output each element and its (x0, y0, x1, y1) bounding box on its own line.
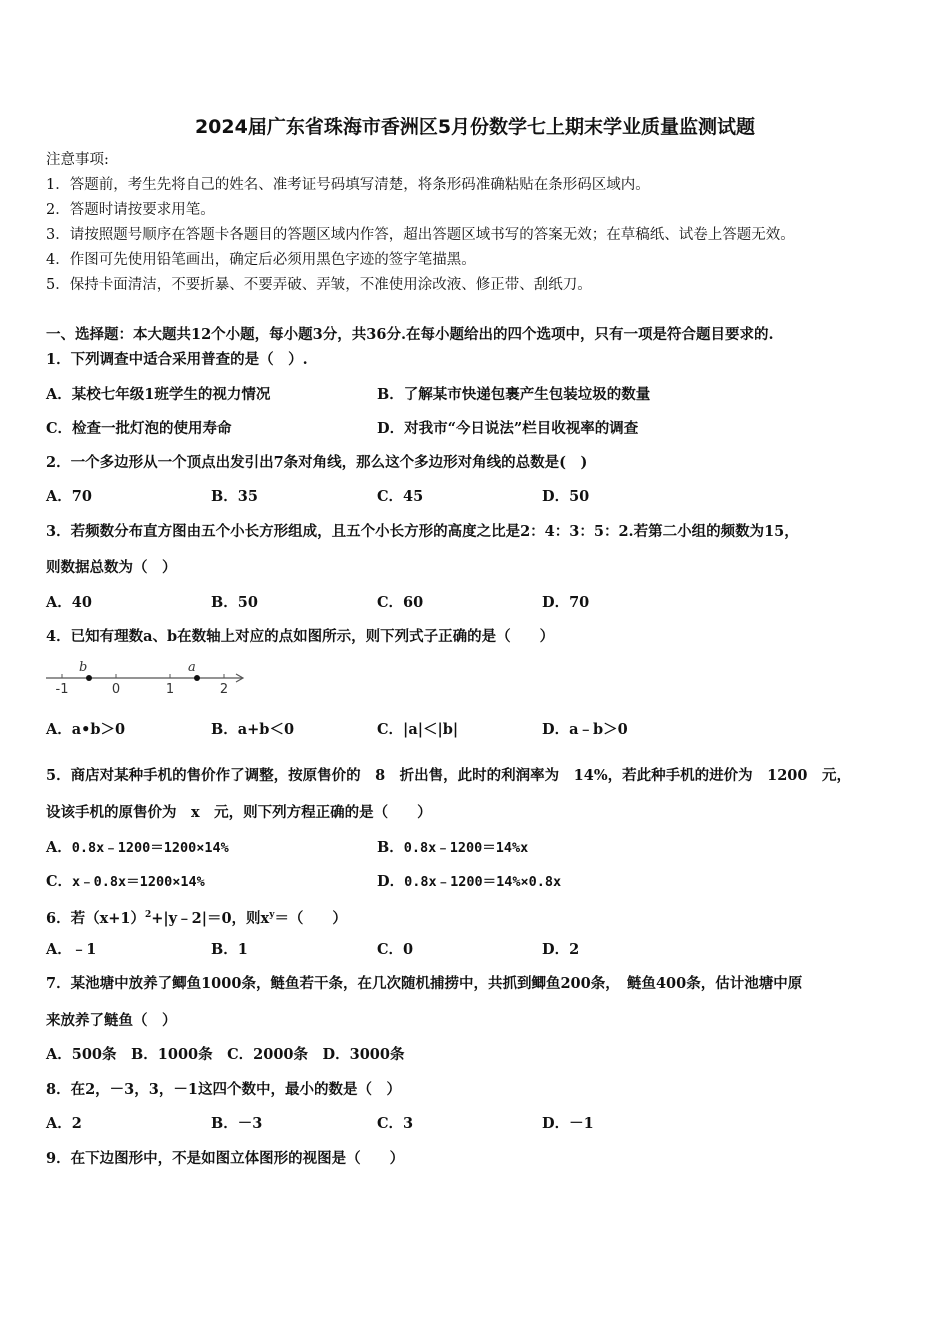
notes-heading: 注意事项: (46, 152, 109, 168)
q3-option-c: C．60 (377, 594, 424, 611)
number-line-figure (44, 654, 254, 698)
notes-item: 4．作图可先使用铅笔画出，确定后必须用黑色字迹的签字笔描黑。 (46, 252, 476, 268)
q8-option-d: D．－1 (542, 1115, 594, 1132)
q8-option-c: C．3 (377, 1115, 414, 1132)
number-line-tick-label: -1 (55, 682, 69, 697)
q6-exponent: y (269, 910, 275, 920)
q5-option-b-label: B． (377, 839, 404, 856)
q8-option-a: A．2 (46, 1115, 82, 1132)
number-line-tick-label: 0 (111, 682, 121, 697)
q2-option-a: A．70 (46, 488, 92, 505)
q5-option-b (377, 838, 528, 858)
point-b (86, 675, 92, 681)
q6-stem-part: ＝（ ） (274, 909, 347, 927)
q4-option-d: D．a﹣b＞0 (542, 721, 628, 738)
q4-option-a: A．a•b＞0 (46, 721, 126, 738)
question-7-stem-cont: 来放养了鲢鱼（ ） (46, 1012, 177, 1029)
q5-option-a (46, 838, 229, 858)
q1-option-d: D．对我市“今日说法”栏目收视率的调查 (377, 420, 639, 437)
q2-option-d: D．50 (542, 488, 590, 505)
point-a-label: a (188, 660, 196, 675)
number-line-tick-label: 1 (165, 682, 175, 697)
q3-option-b: B．50 (211, 594, 258, 611)
page-title: 2024届广东省珠海市香洲区5月份数学七上期末学业质量监测试题 (194, 116, 756, 138)
q5-option-d (377, 872, 561, 892)
q5-option-c-text: x﹣0.8x＝1200×14% (72, 874, 205, 890)
question-3-stem-cont: 则数据总数为（ ） (46, 559, 177, 576)
q3-option-d: D．70 (542, 594, 590, 611)
q4-option-b: B．a+b＜0 (211, 721, 295, 738)
notes-item: 1．答题前，考生先将自己的姓名、准考证号码填写清楚，将条形码准确粘贴在条形码区域内。 (46, 177, 650, 193)
q8-option-b: B．－3 (211, 1115, 263, 1132)
q1-option-c: C．检查一批灯泡的使用寿命 (46, 420, 232, 437)
q7-options: A．500条 B．1000条 C．2000条 D．3000条 (46, 1046, 405, 1063)
question-4-stem: 4．已知有理数a、b在数轴上对应的点如图所示，则下列式子正确的是（ ） (46, 628, 555, 645)
q5-option-a-label: A． (46, 839, 72, 856)
q5-option-b-text: 0.8x﹣1200＝14%x (403, 840, 529, 856)
q6-stem-part: +|y﹣2|＝0，则x (151, 909, 270, 927)
question-6-stem (46, 905, 347, 929)
section-heading: 一、选择题：本大题共12个小题，每小题3分，共36分.在每小题给出的四个选项中，只有一项是符合题目要求的. (46, 326, 774, 343)
question-9-stem: 9．在下边图形中，不是如图立体图形的视图是（ ） (46, 1150, 405, 1167)
notes-item: 2．答题时请按要求用笔。 (46, 202, 215, 218)
question-2-stem: 2．一个多边形从一个顶点出发引出7条对角线，那么这个多边形对角线的总数是( ) (46, 454, 588, 471)
q5-option-d-label: D． (377, 873, 405, 890)
q4-option-c: C．|a|＜|b| (377, 721, 459, 738)
q2-option-c: C．45 (377, 488, 424, 505)
point-b-label: b (79, 660, 88, 675)
q5-option-c (46, 872, 205, 892)
question-3-stem: 3．若频数分布直方图由五个小长方形组成，且五个小长方形的高度之比是2：4：3：5：2.若第二小组的频数为15， (46, 523, 799, 540)
q2-option-b: B．35 (211, 488, 258, 505)
question-7-stem: 7．某池塘中放养了鲫鱼1000条，鲢鱼若干条，在几次随机捕捞中，共抓到鲫鱼200条， 鲢鱼400条，估计池塘中原 (46, 975, 803, 992)
q5-option-c-label: C． (46, 873, 73, 890)
q6-option-d: D．2 (542, 941, 580, 958)
number-line-tick-label: 2 (219, 682, 229, 697)
question-8-stem: 8．在2，－3，3，－1这四个数中，最小的数是（ ） (46, 1081, 401, 1098)
question-1-stem: 1．下列调查中适合采用普查的是（ ）. (46, 351, 308, 368)
q6-option-a: A．﹣1 (46, 941, 97, 958)
q6-exponent: 2 (144, 910, 152, 920)
q1-option-a: A．某校七年级1班学生的视力情况 (46, 386, 271, 403)
q6-option-c: C．0 (377, 941, 414, 958)
q6-option-b: B．1 (211, 941, 248, 958)
notes-item: 3．请按照题号顺序在答题卡各题目的答题区域内作答，超出答题区域书写的答案无效；在草稿纸、试卷上答题无效。 (46, 227, 795, 243)
q1-option-b: B．了解某市快递包裹产生包装垃圾的数量 (377, 386, 651, 403)
point-a (194, 675, 200, 681)
q5-option-d-text: 0.8x﹣1200＝14%×0.8x (404, 874, 562, 890)
notes-item: 5．保持卡面清洁，不要折暴、不要弄破、弄皱，不准使用涂改液、修正带、刮纸刀。 (46, 277, 592, 293)
question-5-stem-cont: 设该手机的原售价为 x 元，则下列方程正确的是（ ） (46, 804, 432, 821)
q5-option-a-text: 0.8x﹣1200＝1200×14% (71, 840, 229, 856)
q6-stem-part: 6．若（x+1） (46, 909, 145, 927)
q3-option-a: A．40 (46, 594, 92, 611)
question-5-stem: 5．商店对某种手机的售价作了调整，按原售价的 8 折出售，此时的利润率为 14%，若此种手机的进价为 1200 元， (46, 767, 851, 784)
